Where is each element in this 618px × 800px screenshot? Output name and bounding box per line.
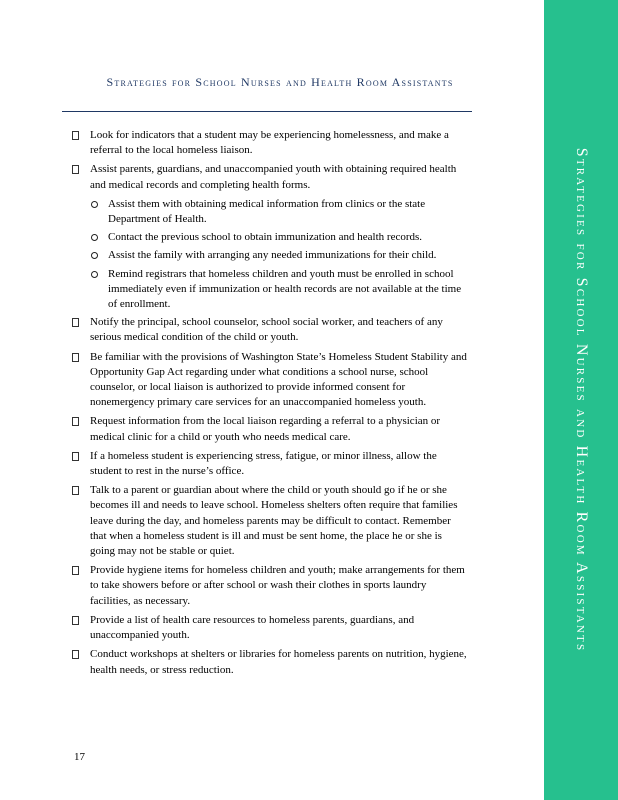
list-item [72, 449, 468, 479]
sub-list-item [72, 230, 468, 245]
list-item [72, 414, 468, 444]
sidebar-tab [544, 0, 618, 800]
sub-list-item [72, 197, 468, 227]
sub-list-item-text: Assist the family with arranging any needed immunizations for their child. [108, 249, 437, 262]
list-item [72, 613, 468, 643]
page-title: Strategies for School Nurses and Health Room Assistants [106, 75, 454, 89]
bullet-icon [72, 452, 79, 461]
bullet-icon [72, 417, 79, 426]
list-item [72, 128, 468, 158]
list-item-text: If a homeless student is experiencing stress, fatigue, or minor illness, allow the student to rest in the nurse’s office. [90, 449, 437, 478]
strategy-list [72, 128, 468, 682]
bullet-icon [72, 131, 79, 140]
list-item-text: Talk to a parent or guardian about where the child or youth should go if he or she becomes ill and needs to leave school. Homeless shelters often require that families leave during the day, and homeless parents may be difficult to contact. Remember that when a homeless student is ill and must be sent home, the place he or she is going may not be stable or quiet. [90, 484, 458, 558]
circle-bullet-icon [91, 201, 98, 208]
list-item [72, 350, 468, 411]
page-number: 17 [74, 751, 85, 763]
circle-bullet-icon [91, 252, 98, 259]
list-item [72, 162, 468, 192]
bullet-icon [72, 165, 79, 174]
sub-list-item-text: Assist them with obtaining medical information from clinics or the state Department of Health. [108, 197, 426, 226]
list-item [72, 483, 468, 559]
title-underline [62, 111, 472, 112]
sub-list-item-text: Contact the previous school to obtain immunization and health records. [108, 231, 423, 244]
circle-bullet-icon [91, 271, 98, 278]
list-item-text: Be familiar with the provisions of Washington State’s Homeless Student Stability and Opportunity Gap Act regarding under what conditions a school nurse, school counselor, or local liaison is authorized to provide informed consent for nonemergency primary care services for an unaccompanied homeless youth. [90, 350, 467, 409]
bullet-icon [72, 486, 79, 495]
circle-bullet-icon [91, 234, 98, 241]
list-item [72, 315, 468, 345]
sub-list-item [72, 267, 468, 313]
list-item-text: Provide hygiene items for homeless children and youth; make arrangements for them to take showers before or after school or wash their clothes in sports laundry facilities, as necessary. [90, 564, 465, 607]
bullet-icon [72, 616, 79, 625]
list-item-text: Assist parents, guardians, and unaccompanied youth with obtaining required health and medical records and completing health forms. [90, 163, 457, 191]
bullet-icon [72, 353, 79, 362]
list-item-text: Look for indicators that a student may be experiencing homelessness, and make a referral to the local homeless liaison. [90, 129, 449, 157]
list-item-text: Provide a list of health care resources to homeless parents, guardians, and unaccompanied youth. [90, 613, 415, 642]
sub-list-item [72, 248, 468, 263]
sub-list-item-text: Remind registrars that homeless children and youth must be enrolled in school immediately even if immunization or health records are not available at the time of enrollment. [108, 267, 462, 311]
bullet-icon [72, 566, 79, 575]
sidebar-title: Strategies for School Nurses and Health Room Assistants [573, 147, 590, 653]
list-item-text: Conduct workshops at shelters or libraries for homeless parents on nutrition, hygiene, health needs, or stress reduction. [90, 648, 467, 676]
list-item-text: Notify the principal, school counselor, school social worker, and teachers of any serious medical condition of the child or youth. [90, 316, 443, 344]
list-item [72, 563, 468, 609]
list-item [72, 647, 468, 677]
bullet-icon [72, 650, 79, 659]
list-item-text: Request information from the local liaison regarding a referral to a physician or medical clinic for a child or youth who needs medical care. [90, 415, 441, 443]
bullet-icon [72, 318, 79, 327]
